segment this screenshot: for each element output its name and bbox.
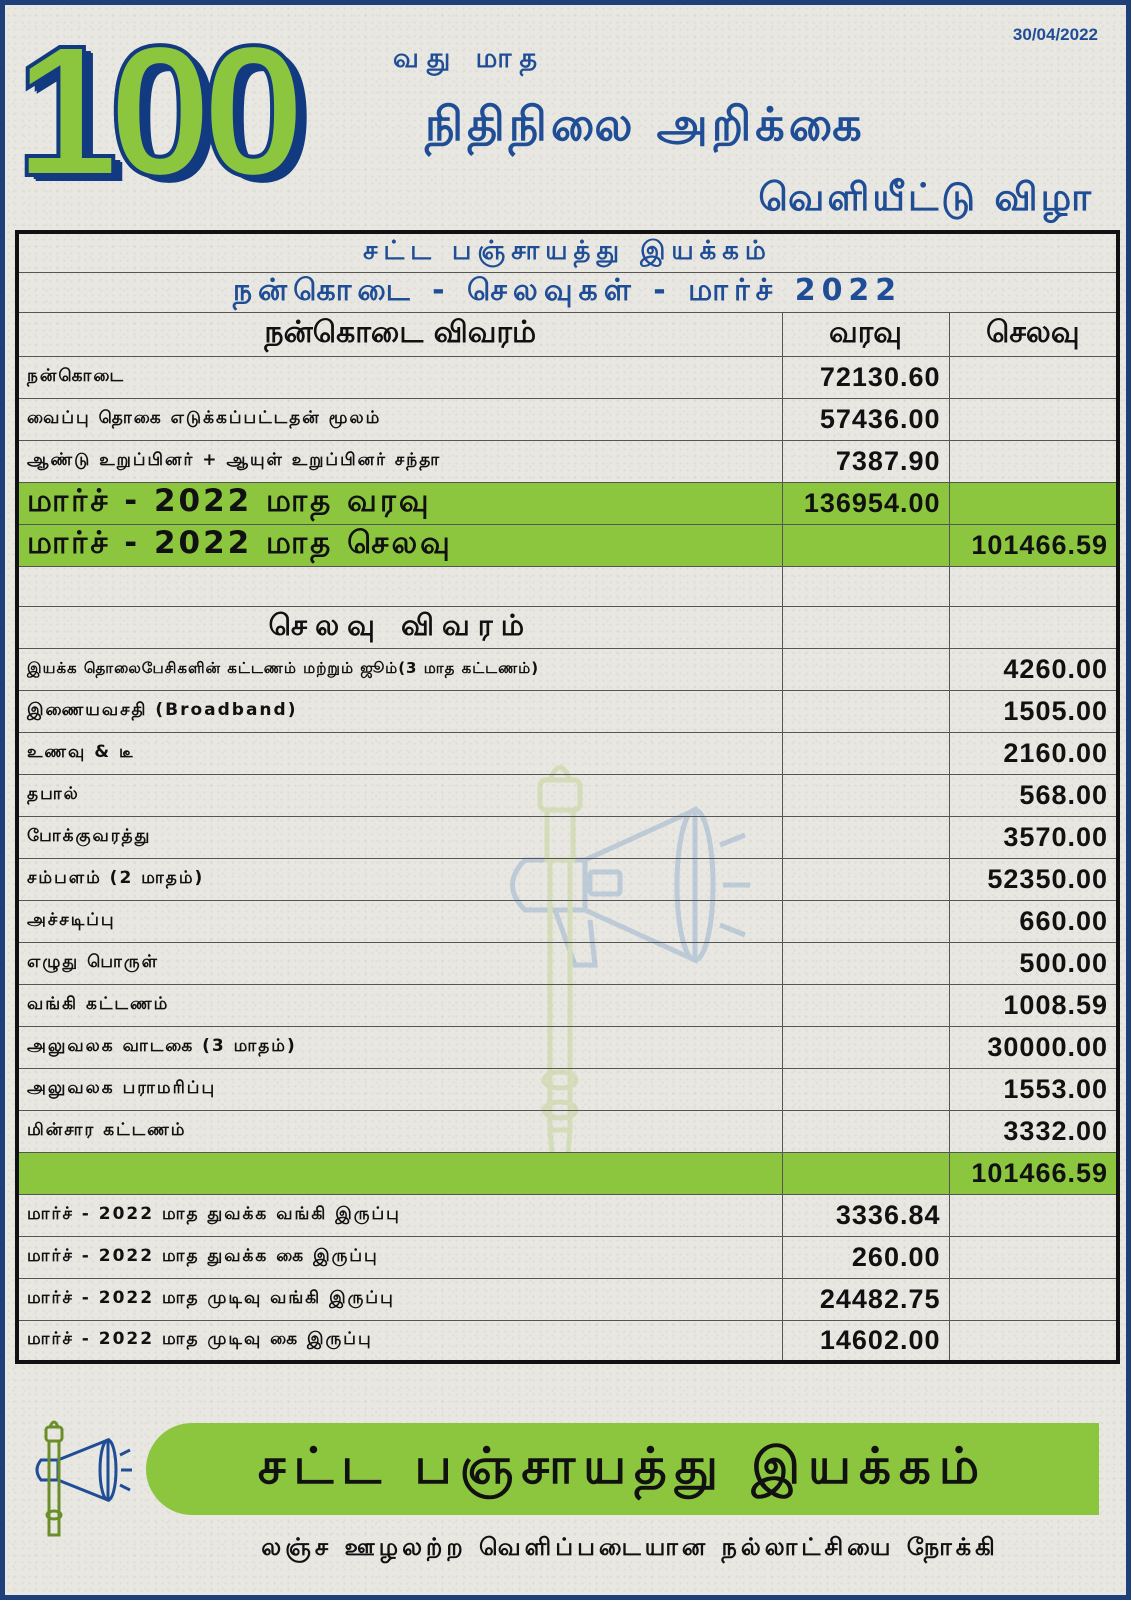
row-label: போக்குவரத்து [17,816,782,858]
row-label: மார்ச் - 2022 மாத துவக்க கை இருப்பு [17,1236,782,1278]
row-label: நன்கொடை [17,356,782,398]
expense-total-row [17,1152,1118,1194]
balance-amount: 3336.84 [782,1194,949,1236]
total-income-label: மார்ச் - 2022 மாத வரவு [17,482,782,524]
total-expense-row [17,524,1118,566]
column-header-expense: செலவு [949,312,1118,356]
report-date: 30/04/2022 [1012,25,1098,44]
row-label: மார்ச் - 2022 மாத துவக்க வங்கி இருப்பு [17,1194,782,1236]
table-row [17,440,1118,482]
row-label: உணவு & டீ [17,732,782,774]
expense-amount: 2160.00 [949,732,1118,774]
table-org-name: சட்ட பஞ்சாயத்து இயக்கம் [17,232,1118,272]
footer-tagline: லஞ்ச ஊழலற்ற வெளிப்படையான நல்லாட்சியை நோக்கி [261,1533,999,1561]
expense-amount: 30000.00 [949,1026,1118,1068]
row-label: அச்சடிப்பு [17,900,782,942]
expense-amount: 3570.00 [949,816,1118,858]
table-row [17,1110,1118,1152]
expense-amount: 1008.59 [949,984,1118,1026]
row-label: இயக்க தொலைபேசிகளின் கட்டணம் மற்றும் ஜூம்(3 மாத கட்டணம்) [17,648,782,690]
income-amount: 57436.00 [782,398,949,440]
anniversary-number: 100 [15,8,296,215]
footer-org-name: சட்ட பஞ்சாயத்து இயக்கம் [257,1436,988,1495]
row-label: மார்ச் - 2022 மாத முடிவு கை இருப்பு [17,1320,782,1362]
table-row [17,1236,1118,1278]
total-expense-label: மார்ச் - 2022 மாத செலவு [17,524,782,566]
row-label: இணையவசதி (Broadband) [17,690,782,732]
table-row [17,1278,1118,1320]
total-expense-amount: 101466.59 [949,524,1118,566]
poster [5,5,1126,1595]
table-row [17,1320,1118,1362]
expense-amount: 500.00 [949,942,1118,984]
row-label: அலுவலக பராமரிப்பு [17,1068,782,1110]
expense-section-heading-row [17,606,1118,648]
row-label: ஆண்டு உறுப்பினர் + ஆயுள் உறுப்பினர் சந்தா [17,440,782,482]
total-income-row [17,482,1118,524]
table-row [17,1026,1118,1068]
expense-total-amount: 101466.59 [949,1152,1118,1194]
expense-amount: 568.00 [949,774,1118,816]
row-label: எழுது பொருள் [17,942,782,984]
table-row [17,858,1118,900]
income-amount: 7387.90 [782,440,949,482]
expense-amount: 52350.00 [949,858,1118,900]
table-subtitle: நன்கொடை - செலவுகள் - மார்ச் 2022 [17,272,1118,312]
table-row [17,732,1118,774]
table-row [17,816,1118,858]
poster-subtitle: வெளியீட்டு விழா [758,175,1094,219]
expense-amount: 4260.00 [949,648,1118,690]
finance-table [15,230,1120,1364]
balance-amount: 260.00 [782,1236,949,1278]
income-amount: 72130.60 [782,356,949,398]
row-label: அலுவலக வாடகை (3 மாதம்) [17,1026,782,1068]
table-row [17,984,1118,1026]
row-label: தபால் [17,774,782,816]
expense-amount: 1553.00 [949,1068,1118,1110]
row-label: சம்பளம் (2 மாதம்) [17,858,782,900]
table-row [17,648,1118,690]
row-label: வைப்பு தொகை எடுக்கப்பட்டதன் மூலம் [17,398,782,440]
row-label: மார்ச் - 2022 மாத முடிவு வங்கி இருப்பு [17,1278,782,1320]
expense-section-heading: செலவு விவரம் [17,606,782,648]
expense-amount: 1505.00 [949,690,1118,732]
table-row [17,356,1118,398]
table-row [17,398,1118,440]
table-row [17,1068,1118,1110]
expense-amount: 660.00 [949,900,1118,942]
footer-banner [146,1423,1099,1515]
column-header-description: நன்கொடை விவரம் [17,312,782,356]
number-suffix: வது மாத [393,43,546,74]
row-label: மின்சார கட்டணம் [17,1110,782,1152]
poster-title: நிதிநிலை அறிக்கை [425,97,866,151]
expense-amount: 3332.00 [949,1110,1118,1152]
table-row [17,942,1118,984]
balance-amount: 24482.75 [782,1278,949,1320]
table-row [17,1194,1118,1236]
spacer-row [17,566,1118,606]
balance-amount: 14602.00 [782,1320,949,1362]
table-row [17,690,1118,732]
table-row [17,774,1118,816]
table-row [17,900,1118,942]
row-label: வங்கி கட்டணம் [17,984,782,1026]
column-header-income: வரவு [782,312,949,356]
total-income-amount: 136954.00 [782,482,949,524]
megaphone-torch-logo-icon [33,1415,133,1545]
